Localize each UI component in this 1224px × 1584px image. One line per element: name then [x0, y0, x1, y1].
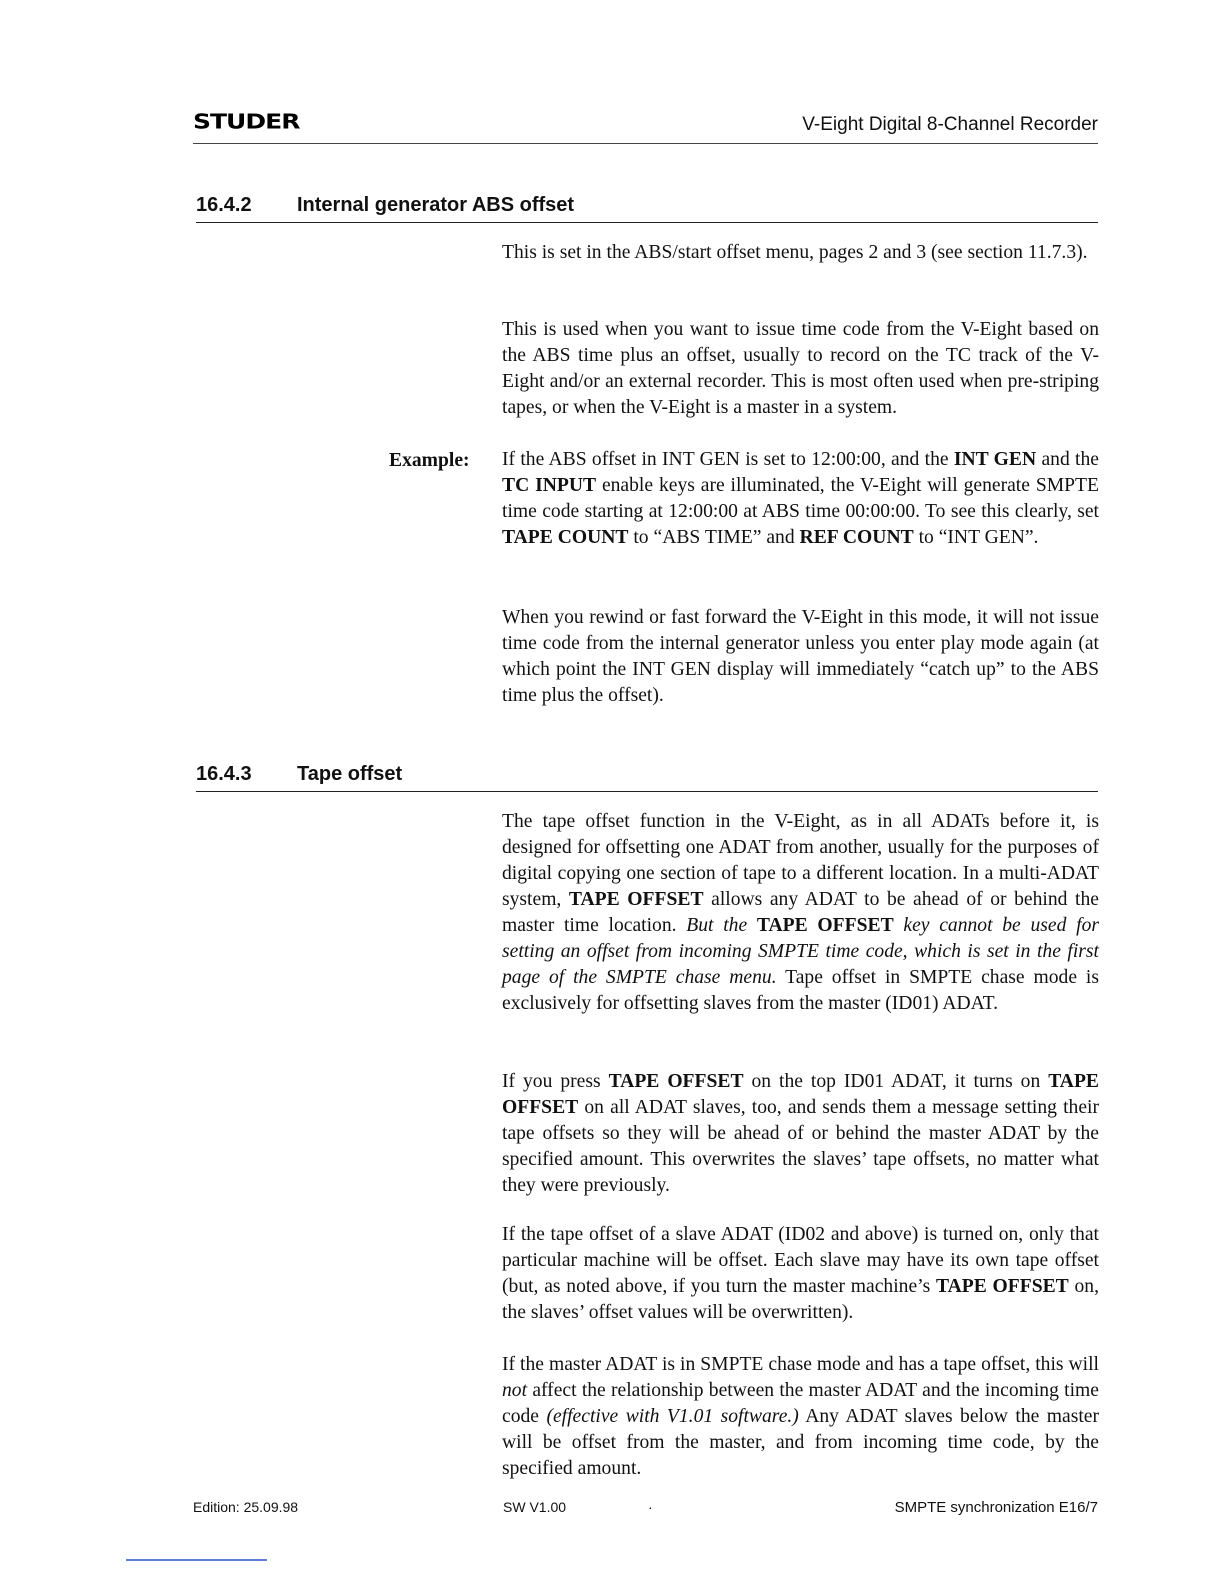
text-run: If you press — [502, 1071, 609, 1092]
header-divider — [193, 143, 1098, 144]
key-tc-input: TC INPUT — [502, 475, 597, 496]
key-int-gen: INT GEN — [953, 449, 1037, 470]
key-tape-offset: TAPE OFFSET — [935, 1276, 1069, 1297]
italic-run: not — [502, 1380, 528, 1401]
decorative-line — [126, 1559, 267, 1561]
text-run: enable keys are illuminated, the V-Eight will generate SMPTE time code starting at 12:00:00 at ABS time 00:00:00. To see this clearly, set — [502, 475, 1099, 522]
footer-page-number: SMPTE synchronization E16/7 — [894, 1499, 1098, 1516]
paragraph-master-chase — [502, 1352, 1099, 1482]
italic-run: (effective with V1.01 software.) — [546, 1406, 799, 1427]
text-run: on, the slaves’ offset values will be overwritten). — [502, 1276, 1099, 1323]
paragraph-press-tape-offset — [502, 1069, 1099, 1199]
paragraph-rewind: When you rewind or fast forward the V-Eight in this mode, it will not issue time code from the internal generator unless you enter play mode again (at which point the INT GEN display will immediately “catch up” to the ABS time plus the offset). — [502, 607, 1099, 706]
section-number: 16.4.3 — [196, 763, 252, 785]
example-label: Example: — [389, 450, 470, 471]
footer-dot: · — [648, 1499, 653, 1515]
text-run: on the top ID01 ADAT, it turns on — [743, 1071, 1049, 1092]
italic-run: But the — [686, 915, 757, 936]
key-tape-count: TAPE COUNT — [502, 527, 629, 548]
text-run: The tape offset function in the V-Eight, as in all ADATs before it, is designed for offsetting one ADAT from another, usually for the purposes of digital copying one section of tape to a different location. In a multi-ADAT system, — [502, 811, 1099, 910]
text-run: affect the relationship between the master ADAT and the incoming time code — [502, 1380, 1099, 1427]
text-run: Any ADAT slaves below the master will be offset from the master, and from incoming time code, by the specified amount. — [502, 1406, 1099, 1479]
footer-edition: Edition: 25.09.98 — [193, 1499, 299, 1515]
section-heading-16-4-3 — [196, 763, 1098, 792]
section-title: Internal generator ABS offset — [297, 194, 575, 216]
section-title: Tape offset — [297, 763, 403, 785]
text-run: to “ABS TIME” and — [628, 527, 800, 548]
studer-logo: STUDER — [193, 110, 300, 134]
paragraph-slave-offset — [502, 1222, 1099, 1326]
italic-run: key cannot be used for setting an offset from incoming SMPTE time code, which is set in the first page of the SMPTE chase menu. — [502, 915, 1099, 988]
paragraph-example — [502, 447, 1099, 551]
key-tape-offset: TAPE OFFSET — [568, 889, 704, 910]
key-tape-offset: TAPE OFFSET — [502, 1071, 1099, 1118]
paragraph-abs-usage: This is used when you want to issue time code from the V-Eight based on the ABS time plus an offset, usually to record on the TC track of the V-Eight and/or an external recorder. This is most often used when pre-striping tapes, or when the V-Eight is a master in a system. — [502, 319, 1099, 418]
paragraph-tape-offset-function — [502, 809, 1099, 1017]
text-run: and the — [1036, 449, 1099, 470]
text-run: to “INT GEN”. — [913, 527, 1039, 548]
text-run: on all ADAT slaves, too, and sends them a message setting their tape offsets so they will be ahead of or behind the master ADAT by the specified amount. This overwrites the slaves’ tape offsets, no matter what they were previously. — [502, 1097, 1099, 1196]
footer-software-version: SW V1.00 — [503, 1499, 567, 1515]
text-run: Tape offset in SMPTE chase mode is exclusively for offsetting slaves from the master (ID01) ADAT. — [502, 967, 1099, 1014]
key-ref-count: REF COUNT — [799, 527, 914, 548]
text-run: If the ABS offset in INT GEN is set to 12:00:00, and the — [502, 449, 954, 470]
paragraph-abs-menu: This is set in the ABS/start offset menu, pages 2 and 3 (see section 11.7.3). — [502, 242, 1088, 263]
text-run: If the tape offset of a slave ADAT (ID02 and above) is turned on, only that particular machine will be offset. Each slave may have its own tape offset (but, as noted above, if you turn the master machine’s — [502, 1224, 1099, 1297]
document-title: V-Eight Digital 8-Channel Recorder — [802, 114, 1098, 135]
section-heading-16-4-2 — [196, 194, 1098, 223]
section-number: 16.4.2 — [196, 194, 252, 216]
text-run: allows any ADAT to be ahead of or behind the master time location. — [502, 889, 1099, 936]
text-run: If the master ADAT is in SMPTE chase mode and has a tape offset, this will — [502, 1354, 1099, 1375]
key-tape-offset: TAPE OFFSET — [756, 915, 894, 936]
key-tape-offset: TAPE OFFSET — [608, 1071, 744, 1092]
